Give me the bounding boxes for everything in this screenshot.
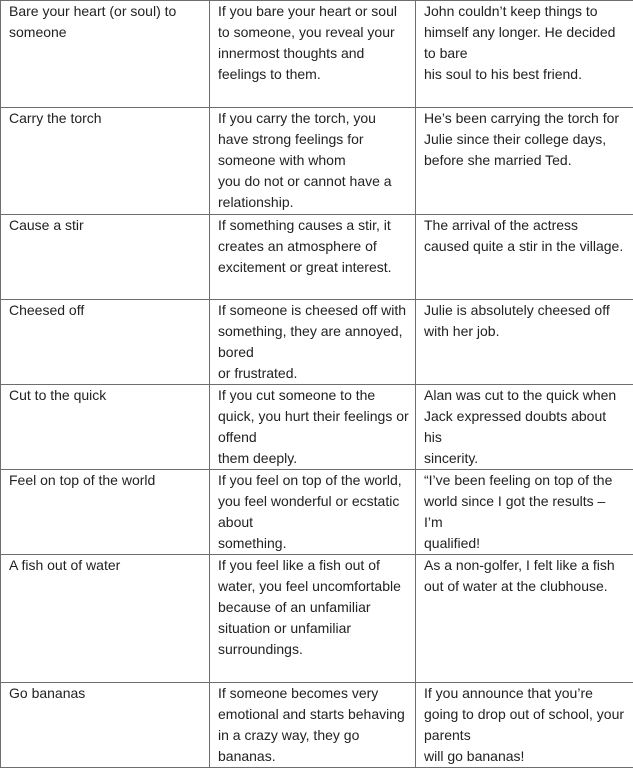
example-cell: The arrival of the actress caused quite a stir in the village. [416,215,633,300]
table-row [1,300,633,385]
example-cell: John couldn’t keep things to himself any longer. He decided to bare his soul to his best friend. [416,1,633,108]
table-row [1,385,633,470]
idiom-cell: Go bananas [1,683,210,768]
meaning-cell: If you feel like a fish out of water, you feel uncomfortable because of an unfamiliar situation or unfamiliar surroundings. [210,555,416,683]
idiom-cell: Carry the torch [1,108,210,215]
example-cell: If you announce that you’re going to drop out of school, your parents will go bananas! [416,683,633,768]
example-cell: Julie is absolutely cheesed off with her job. [416,300,633,385]
idiom-cell: Feel on top of the world [1,470,210,555]
table-row [1,215,633,300]
table-row [1,683,633,768]
meaning-cell: If you feel on top of the world, you feel wonderful or ecstatic about something. [210,470,416,555]
table-row [1,1,633,108]
meaning-cell: If someone becomes very emotional and starts behaving in a crazy way, they go bananas. [210,683,416,768]
meaning-cell: If something causes a stir, it creates an atmosphere of excitement or great interest. [210,215,416,300]
meaning-cell: If you bare your heart or soul to someone, you reveal your innermost thoughts and feelings to them. [210,1,416,108]
meaning-cell: If you cut someone to the quick, you hurt their feelings or offend them deeply. [210,385,416,470]
meaning-cell: If you carry the torch, you have strong feelings for someone with whom you do not or cannot have a relationship. [210,108,416,215]
example-cell: “I’ve been feeling on top of the world since I got the results – I’m qualified! [416,470,633,555]
example-cell: As a non-golfer, I felt like a fish out of water at the clubhouse. [416,555,633,683]
idiom-cell: Bare your heart (or soul) to someone [1,1,210,108]
idiom-cell: Cause a stir [1,215,210,300]
example-cell: Alan was cut to the quick when Jack expressed doubts about his sincerity. [416,385,633,470]
idiom-cell: Cut to the quick [1,385,210,470]
table-row [1,555,633,683]
example-cell: He’s been carrying the torch for Julie since their college days, before she married Ted. [416,108,633,215]
idiom-cell: A fish out of water [1,555,210,683]
idiom-cell: Cheesed off [1,300,210,385]
table-row [1,470,633,555]
meaning-cell: If someone is cheesed off with something, they are annoyed, bored or frustrated. [210,300,416,385]
table-row [1,108,633,215]
